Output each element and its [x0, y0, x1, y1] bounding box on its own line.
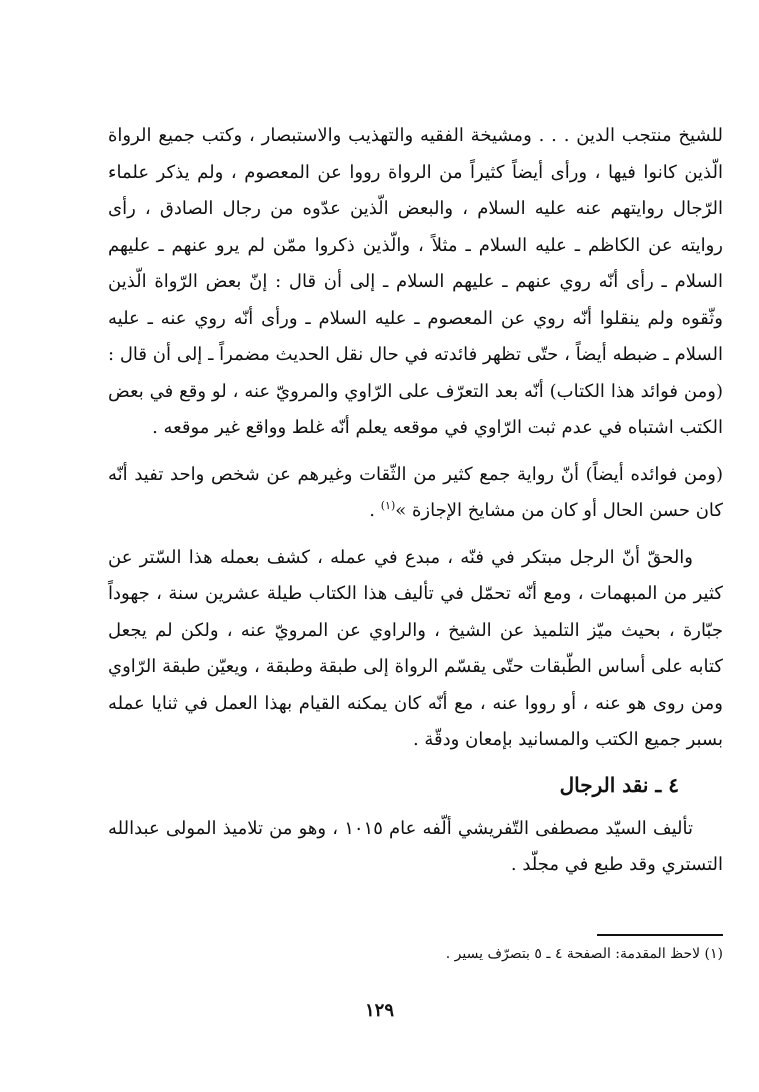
- paragraph-3: والحقّ أنّ الرجل مبتكر في فنّه ، مبدع في عمله ، كشف بعمله هذا السّتر عن كثير من المبهمات ، ومع أنّه تحمّل في تأليف هذا الكتاب طيلة عشرين سنة ، جهوداً جبّارة ، بحيث ميّز التلميذ عن الشيخ ، والراوي عن المرويّ عنه ، ولكن لم يجعل كتابه على أساس الطّبقات حتّى يقسّم الرواة إلى طبقة وطبقة ، ويعيّن طبقة الرّاوي ومن روى هو عنه ، أو رووا عنه ، مع أنّه كان يمكنه القيام بهذا العمل في ثنايا عمله بسبر جميع الكتب والمسانيد بإمعان ودقّة .: [108, 546, 723, 750]
- footnote: (١) لاحظ المقدمة: الصفحة ٤ ـ ٥ بتصرّف يسير .: [445, 946, 723, 962]
- paragraph-2: [108, 457, 723, 530]
- paragraph-4: تأليف السيّد مصطفى التّفريشي ألّفه عام ١٠١٥ ، وهو من تلاميذ المولى عبدالله التستري وقد طبع في مجلّد .: [108, 817, 723, 875]
- paragraph-1: للشيخ منتجب الدين . . . ومشيخة الفقيه والتهذيب والاستبصار ، وكتب جميع الرواة الّذين كانوا فيها ، ورأى أيضاً كثيراً من الرواة رووا عن المعصوم ، ولم يذكر علماء الرّجال روايتهم عنه عليه السلام ، والبعض الّذين عدّوه من رجال الصادق ، رأى روايته عن الكاظم ـ عليه السلام ـ مثلاً ، والّذين ذكروا ممّن لم يرو عنهم ـ عليهم السلام ـ رأى أنّه روي عنهم ـ عليهم السلام ـ إلى أن قال : إنّ بعض الرّواة الّذين وثّقوه ولم ينقلوا أنّه روي عن المعصوم ـ عليه السلام ـ ورأى أنّه روي عنه ـ عليه السلام ـ ضبطه أيضاً ، حتّى تظهر فائدته في حال نقل الحديث مضمراً ـ إلى أن قال : (ومن فوائد هذا الكتاب) أنّه بعد التعرّف على الرّاوي والمرويّ عنه ، لو وقع في بعض الكتب اشتباه في عدم ثبت الرّاوي في موقعه يعلم أنّه غلط وواقع غير موقعه .: [108, 125, 723, 438]
- page-number: ١٢٩: [364, 1000, 394, 1021]
- section-heading: ٤ ـ نقد الرجال: [559, 772, 679, 797]
- paragraph-2-end: .: [369, 500, 381, 521]
- page-body: [108, 118, 723, 884]
- footnote-reference[interactable]: (١): [380, 499, 396, 512]
- footnote-divider: [597, 934, 723, 936]
- paragraph-2-text: (ومن فوائده أيضاً) أنّ رواية جمع كثير من الثّقات وغيرهم عن شخص واحد تفيد أنّه كان حسن الحال أو كان من مشايخ الإجازة »: [108, 463, 723, 521]
